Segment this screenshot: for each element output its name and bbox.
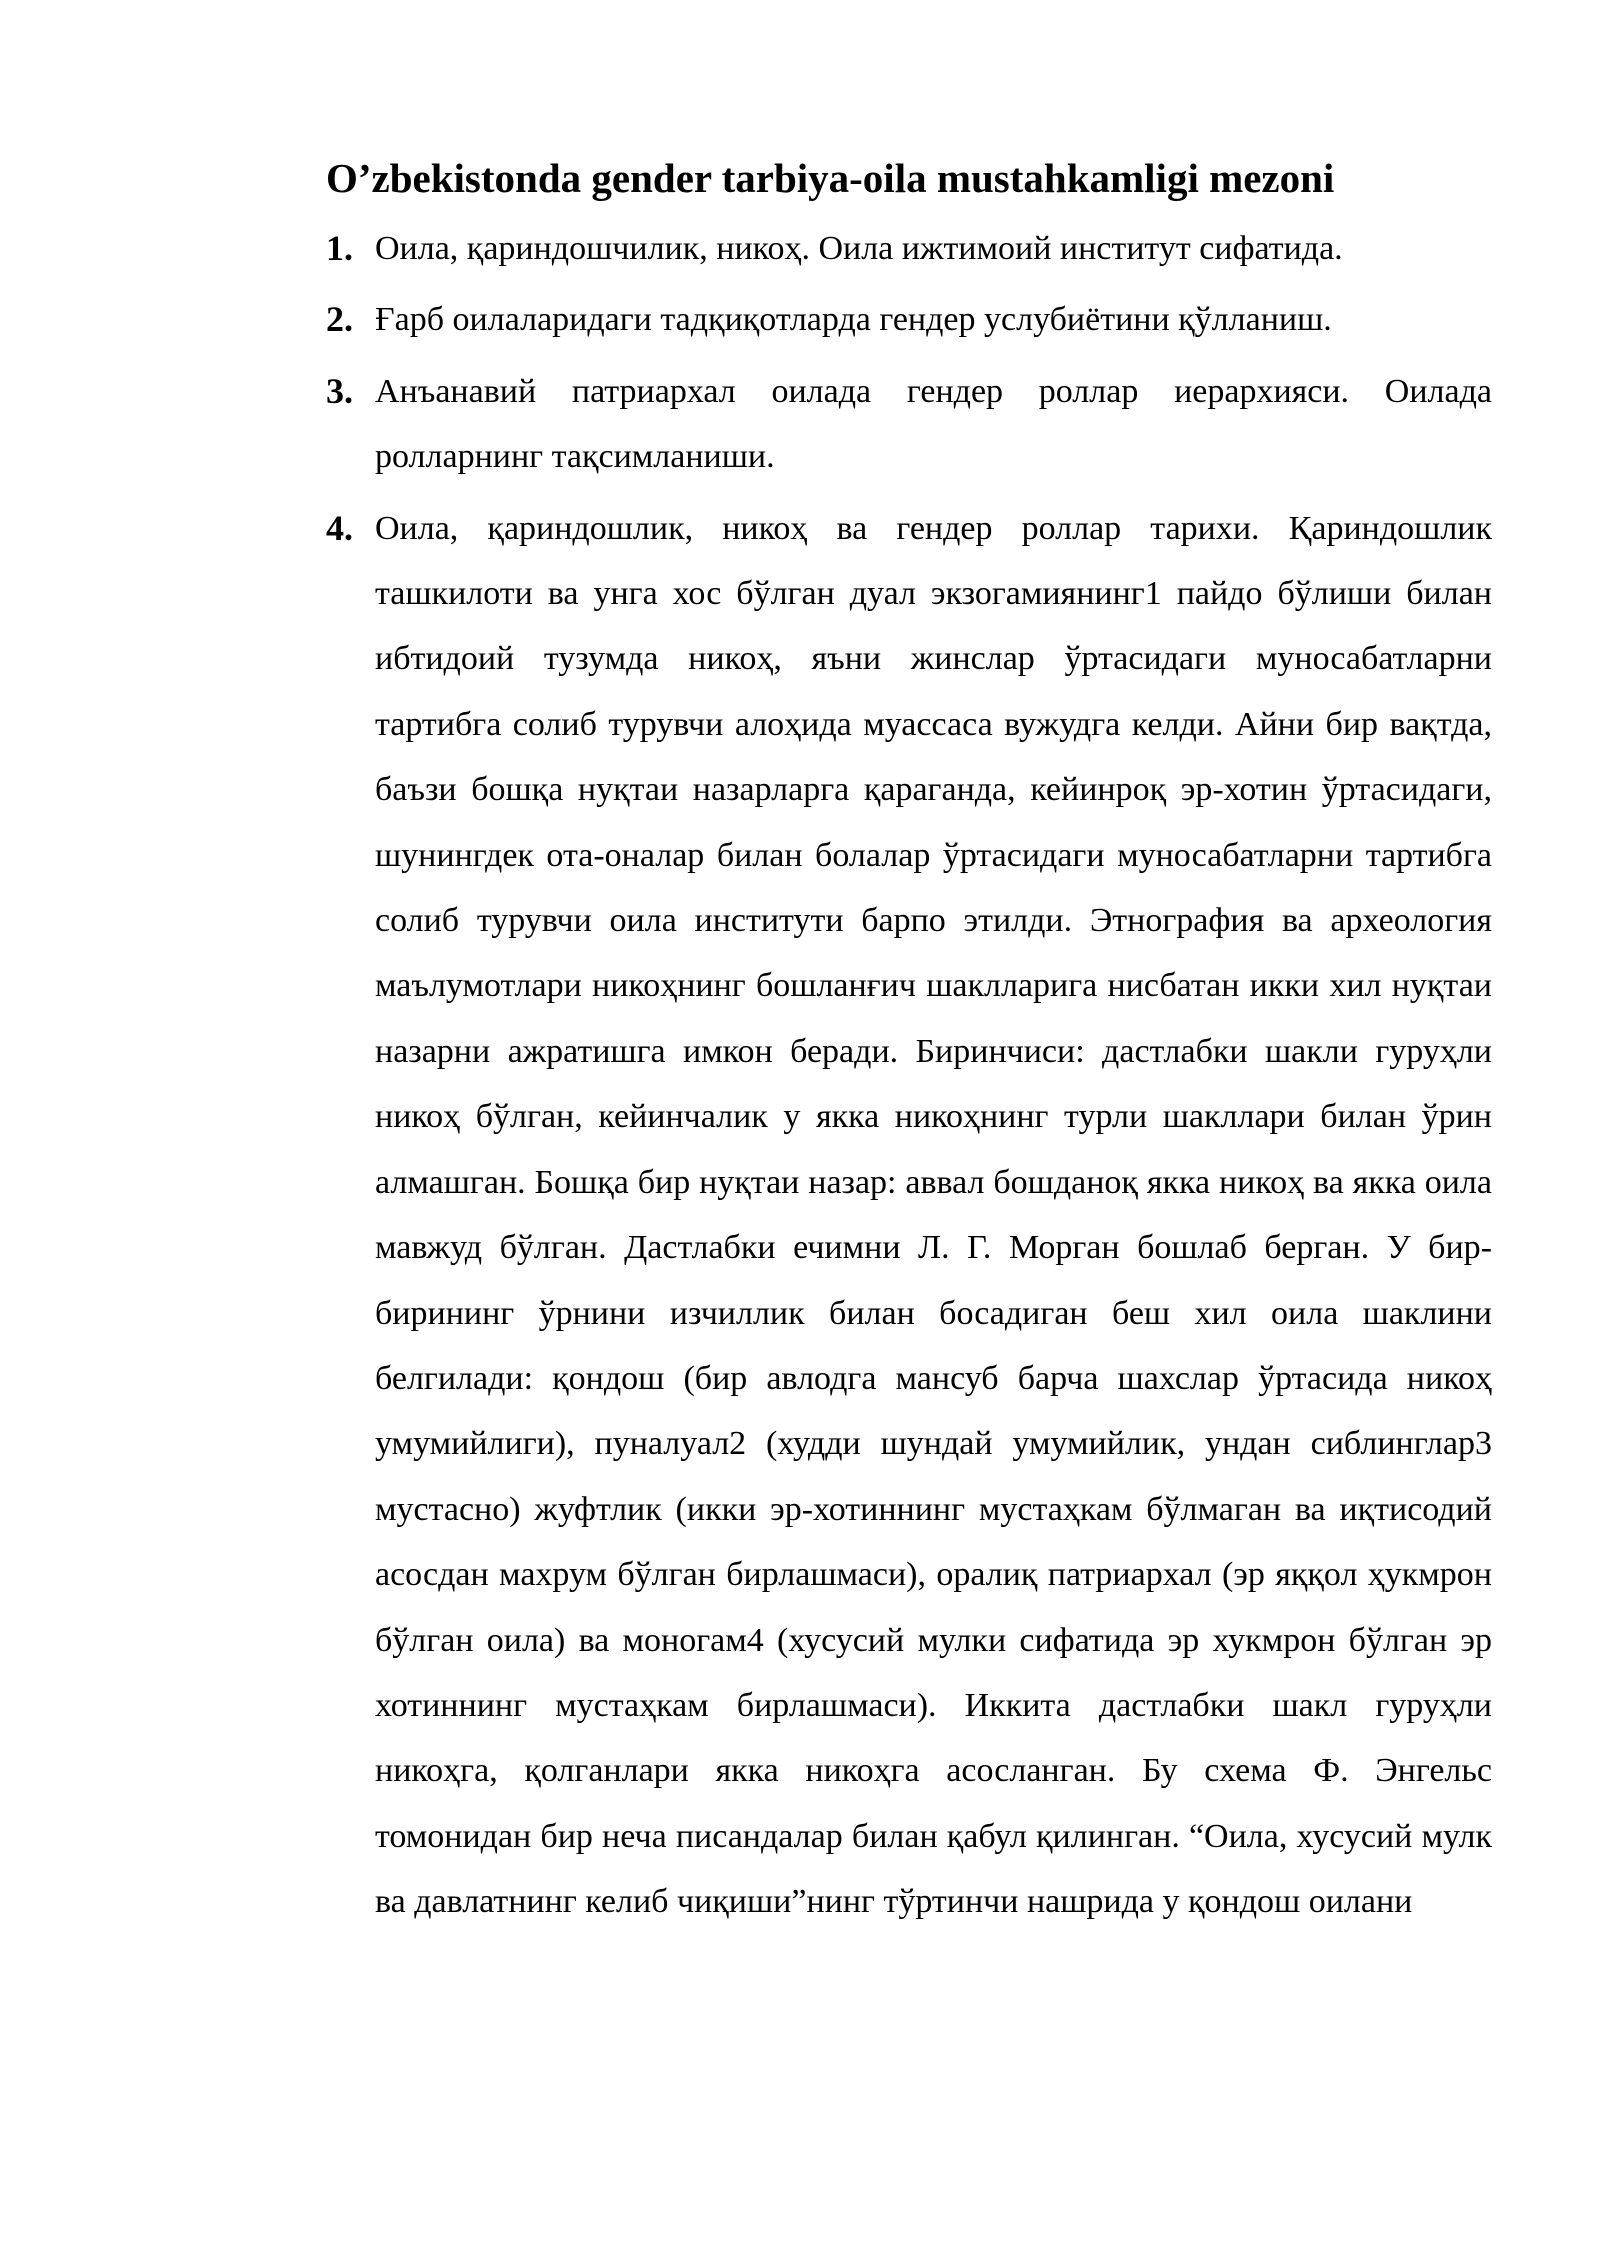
list-item [326, 287, 1492, 352]
list-item-number: 4. [326, 507, 353, 548]
list-item-number: 3. [326, 370, 353, 411]
list-item-text: Ғарб оилаларидаги тадқиқотларда гендер услубиётини қўлланиш. [375, 301, 1332, 339]
list-item [326, 359, 1492, 490]
list-item-text: Анъанавий патриархал оилада гендер роллар иерархияси. Оилада ролларнинг тақсимланиши. [375, 372, 1492, 476]
document-page [326, 150, 1492, 1941]
list-item-number: 2. [326, 299, 353, 340]
list-item [326, 496, 1492, 1935]
list-item [326, 216, 1492, 281]
list-item-text: Оила, қариндошлик, никоҳ ва гендер роллар тарихи. Қариндошлик ташкилоти ва унга хос бўлган дуал экзогамиянинг1 пайдо бўлиши билан ибтидоий тузумда никоҳ, яъни жинслар ўртасидаги муносабатларни тартибга солиб турувчи алоҳида муассаса вужудга келди. Айни бир вақтда, баъзи бошқа нуқтаи назарларга қараганда, кейинроқ эр-хотин ўртасидаги, шунингдек ота-оналар билан болалар ўртасидаги муносабатларни тартибга солиб турувчи оила институти барпо этилди. Этнография ва археология маълумотлари никоҳнинг бошланғич шаклларига нисбатан икки хил нуқтаи назарни ажратишга имкон беради. Биринчиси: дастлабки шакли гуруҳли никоҳ бўлган, кейинчалик у якка никоҳнинг турли шакллари билан ўрин алмашган. Бошқа бир нуқтаи назар: аввал бошданоқ якка никоҳ ва якка оила мавжуд бўлган. Дастлабки ечимни Л. Г. Морган бошлаб берган. У бир-бирининг ўрнини изчиллик билан босадиган беш хил оила шаклини белгилади: қондош (бир авлодга мансуб барча шахслар ўртасида никоҳ умумийлиги), пуналуал2 (худди шундай умумийлик, ундан сиблинглар3 мустасно) жуфтлик (икки эр-хотиннинг мустаҳкам бўлмаган ва иқтисодий асосдан махрум бўлган бирлашмаси), оралиқ патриархал (эр яққол ҳукмрон бўлган оила) ва моногам4 (хусусий мулки сифатида эр хукмрон бўлган эр хотиннинг мустаҳкам бирлашмаси). Иккита дастлабки шакл гуруҳли никоҳга, қолганлари якка никоҳга асосланган. Бу схема Ф. Энгельс томонидан бир неча писандалар билан қабул қилинган. “Оила, хусусий мулк ва давлатнинг келиб чиқиши”нинг тўртинчи нашрида у қондош оилани [375, 509, 1492, 1921]
numbered-list [326, 216, 1492, 1935]
list-item-number: 1. [326, 228, 353, 268]
document-title: O’zbekistonda gender tarbiya-oila mustahkamligi mezoni [326, 155, 1335, 201]
list-item-text: Оила, қариндошчилик, никоҳ. Оила ижтимоий институт сифатида. [375, 230, 1343, 267]
